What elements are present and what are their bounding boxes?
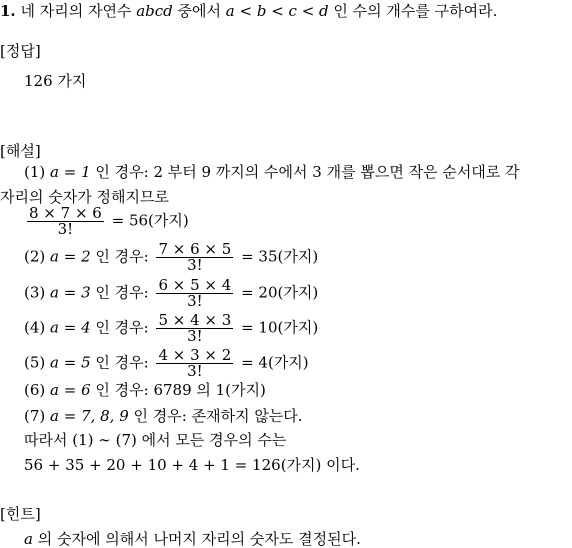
case4-line — [24, 313, 318, 344]
case5-label: (5) — [24, 353, 51, 372]
problem-statement — [0, 2, 497, 20]
case1-fraction — [27, 206, 104, 237]
hint-line — [24, 530, 361, 548]
case5-result: = 4(가지) — [236, 353, 309, 372]
case3-fraction-denominator: 3! — [187, 292, 203, 310]
case4-text: 인 경우: — [90, 318, 154, 337]
case3-result: = 20(가지) — [236, 283, 319, 302]
answer-value: 126 가지 — [24, 72, 87, 90]
case1-result: = 56(가지) — [106, 211, 189, 230]
case4-fraction-denominator: 3! — [187, 327, 203, 345]
case6-text: 인 경우: 6789 의 1(가지) — [90, 381, 266, 399]
case5-condition: a = 5 — [50, 353, 91, 372]
case7-line — [24, 407, 303, 425]
case1-text: 인 경우: 2 부터 9 까지의 수에서 3 개를 뽑으면 작은 순서대로 각 — [90, 163, 520, 181]
case4-label: (4) — [24, 318, 51, 337]
case7-text: 인 경우: 존재하지 않는다. — [128, 407, 303, 425]
hint-heading: [힌트] — [0, 505, 41, 523]
case5-fraction-denominator: 3! — [187, 362, 203, 380]
case1-line1 — [24, 163, 520, 181]
case3-fraction-numerator: 6 × 5 × 4 — [158, 276, 232, 294]
solution-heading: [해설] — [0, 142, 41, 160]
problem-var-abcd: abcd — [136, 2, 173, 20]
case1-condition: a = 1 — [50, 163, 91, 181]
answer-heading: [정답] — [0, 42, 41, 60]
case2-line — [24, 242, 318, 273]
case3-fraction — [156, 278, 233, 309]
problem-text-mid: 중에서 — [172, 2, 226, 20]
problem-inequality: a < b < c < d — [225, 2, 329, 20]
case5-text: 인 경우: — [90, 353, 154, 372]
case5-fraction-numerator: 4 × 3 × 2 — [158, 346, 232, 364]
case4-condition: a = 4 — [50, 318, 91, 337]
case2-fraction-denominator: 3! — [187, 256, 203, 274]
problem-number: 1. — [0, 2, 16, 20]
case4-fraction-numerator: 5 × 4 × 3 — [158, 311, 232, 329]
case6-label: (6) — [24, 381, 51, 399]
conclusion-line1: 따라서 (1) ∼ (7) 에서 모든 경우의 수는 — [24, 431, 287, 449]
case5-line — [24, 348, 309, 379]
case3-condition: a = 3 — [50, 283, 91, 302]
case2-result: = 35(가지) — [236, 247, 319, 266]
case4-result: = 10(가지) — [236, 318, 319, 337]
case1-line2: 자리의 숫자가 정해지므로 — [0, 188, 169, 206]
case1-label: (1) — [24, 163, 51, 181]
case2-fraction — [156, 242, 233, 273]
case6-line — [24, 381, 266, 399]
problem-text-suffix: 인 수의 개수를 구하여라. — [328, 2, 498, 20]
hint-var-a: a — [24, 530, 33, 548]
case2-fraction-numerator: 7 × 6 × 5 — [158, 240, 232, 258]
problem-text-prefix: 네 자리의 자연수 — [20, 2, 137, 20]
case1-fraction-denominator: 3! — [57, 220, 74, 238]
case4-fraction — [156, 313, 233, 344]
case1-fraction-numerator: 8 × 7 × 6 — [29, 204, 102, 222]
hint-text: 의 숫자에 의해서 나머지 자리의 숫자도 결정된다. — [32, 530, 361, 548]
case5-fraction — [156, 348, 233, 379]
case2-condition: a = 2 — [50, 247, 91, 266]
case2-label: (2) — [24, 247, 51, 266]
case3-line — [24, 278, 318, 309]
case6-condition: a = 6 — [50, 381, 91, 399]
case7-label: (7) — [24, 407, 51, 425]
case1-formula — [24, 206, 189, 237]
case3-label: (3) — [24, 283, 51, 302]
case7-condition: a = 7, 8, 9 — [50, 407, 129, 425]
conclusion-line2: 56 + 35 + 20 + 10 + 4 + 1 = 126(가지) 이다. — [24, 456, 360, 474]
case3-text: 인 경우: — [90, 283, 154, 302]
case2-text: 인 경우: — [90, 247, 154, 266]
